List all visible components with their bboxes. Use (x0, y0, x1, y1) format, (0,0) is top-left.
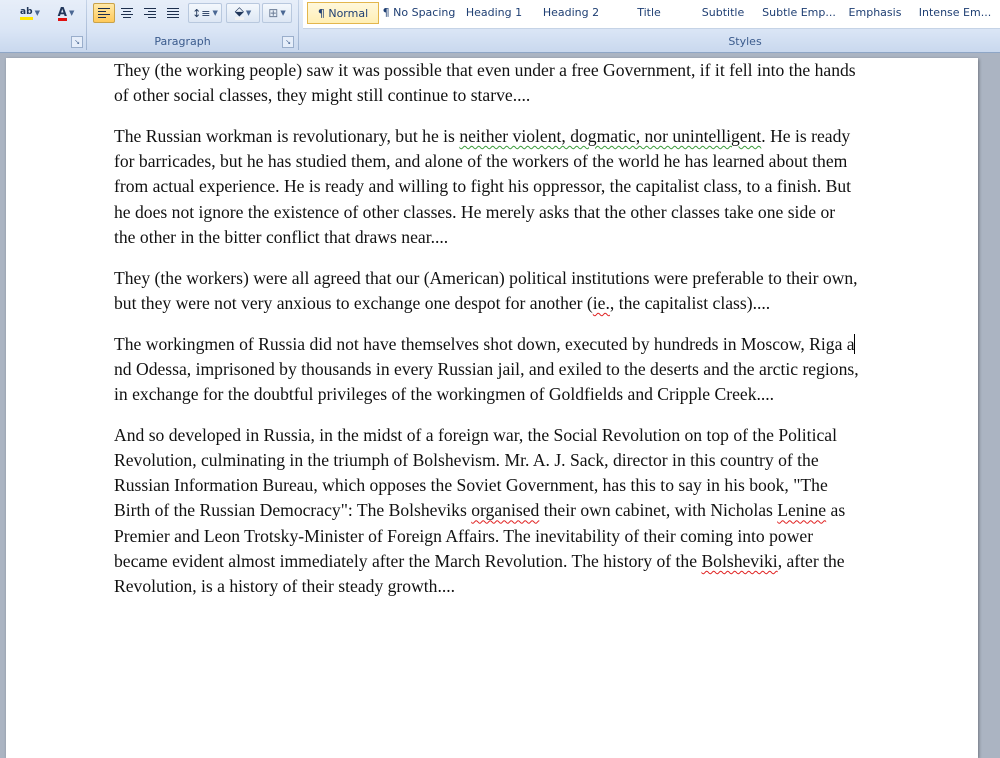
borders-icon: ⊞ (268, 6, 279, 20)
spelling-flagged-word[interactable]: Bolsheviki (701, 550, 778, 571)
style-heading-2[interactable]: Heading 2 (542, 6, 600, 19)
paragraph-4: The workingmen of Russia did not have themselves shot down, executed by hundreds in Moscow, Riga and Odessa, imprisoned by thousands in every Russian jail, and exiled to the deserts and the arctic regions, in exchange for the doubtful privileges of the workingmen of Goldfields and Cripple Creek.... (114, 333, 859, 405)
styles-gallery (303, 0, 1000, 29)
highlighter-icon: ab (20, 7, 33, 20)
style-intense-emphasis[interactable]: Intense Em... (918, 6, 992, 19)
justify-icon (167, 8, 179, 18)
text-highlight-color-button[interactable] (14, 3, 46, 23)
spelling-flagged-word[interactable]: Lenine (777, 500, 827, 521)
align-center-icon (121, 8, 133, 18)
align-right-icon (144, 8, 156, 18)
font-dialog-launcher[interactable]: ↘ (71, 36, 83, 48)
align-left-button[interactable] (93, 3, 115, 23)
style-emphasis[interactable]: Emphasis (848, 6, 902, 19)
paragraph-5: And so developed in Russia, in the midst of a foreign war, the Social Revolution on top of the Political Revolution, culminating in the triumph of Bolshevism. Mr. A. J. Sack, director in this country of the Russian Information Bureau, which opposes the Soviet Government, has this to say in his book, "The Birth of the Russian Democracy": The Bolsheviks organised their own cabinet, with Nicholas Lenine as Premier and Leon Trotsky-Minister of Foreign Affairs. The inevitability of their coming into power became evident almost immediately after the March Revolution. The history of the Bolsheviki, after the Revolution, is a history of their steady growth.... (114, 424, 846, 597)
shading-button[interactable] (226, 3, 260, 23)
chevron-down-icon: ▼ (34, 9, 40, 17)
paragraph-dialog-launcher[interactable]: ↘ (282, 36, 294, 48)
line-spacing-icon: ↕≡ (192, 6, 211, 20)
ribbon (0, 0, 1000, 53)
styles-group-label: Styles (728, 35, 762, 48)
chevron-down-icon: ▼ (245, 9, 252, 17)
chevron-down-icon: ▼ (280, 9, 286, 17)
spelling-flagged-word[interactable]: ie. (592, 292, 610, 313)
style-normal[interactable]: ¶ Normal (307, 2, 379, 24)
center-button[interactable] (117, 3, 137, 23)
style-no-spacing[interactable]: ¶ No Spacing (382, 6, 456, 19)
align-right-button[interactable] (140, 3, 160, 23)
borders-button[interactable] (262, 3, 292, 23)
style-subtle-emphasis[interactable]: Subtle Emp... (762, 6, 836, 19)
group-separator (298, 0, 299, 50)
font-color-icon: A (57, 4, 67, 19)
paragraph-group-label: Paragraph (154, 35, 211, 48)
font-color-button[interactable] (50, 3, 82, 23)
align-left-icon (98, 8, 110, 18)
paragraph-2: The Russian workman is revolutionary, but he is neither violent, dogmatic, nor unintelligent. He is ready for barricades, but he has studied them, and alone of the workers of the world he has learned about them from actual experience. He is ready and willing to fight his oppressor, the capitalist class, to a finish. But he does not ignore the existence of other classes. He merely asks that the other classes take one side or the other in the bitter conflict that draws near.... (114, 126, 852, 247)
chevron-down-icon: ▼ (68, 9, 75, 17)
style-title[interactable]: Title (637, 6, 661, 19)
spelling-flagged-word[interactable]: organised (471, 500, 540, 521)
grammar-flagged-phrase[interactable]: neither violent, dogmatic, nor unintelligent (459, 126, 762, 146)
justify-button[interactable] (163, 3, 183, 23)
text-cursor (854, 334, 855, 354)
paragraph-3: They (the workers) were all agreed that our (American) political institutions were preferable to their own, but they were not very anxious to exchange one despot for another (ie., the capitalist class).... (114, 267, 858, 313)
paint-bucket-icon: ⬙ (234, 4, 244, 18)
style-heading-1[interactable]: Heading 1 (465, 6, 523, 19)
paragraph-1: They (the working people) saw it was possible that even under a free Government, if it fell into the hands of other social classes, they might still continue to starve.... (114, 60, 856, 106)
group-separator (86, 0, 87, 50)
line-spacing-button[interactable] (188, 3, 222, 23)
style-subtitle[interactable]: Subtitle (701, 6, 745, 19)
document-body[interactable] (114, 58, 859, 615)
chevron-down-icon: ▼ (212, 9, 218, 17)
